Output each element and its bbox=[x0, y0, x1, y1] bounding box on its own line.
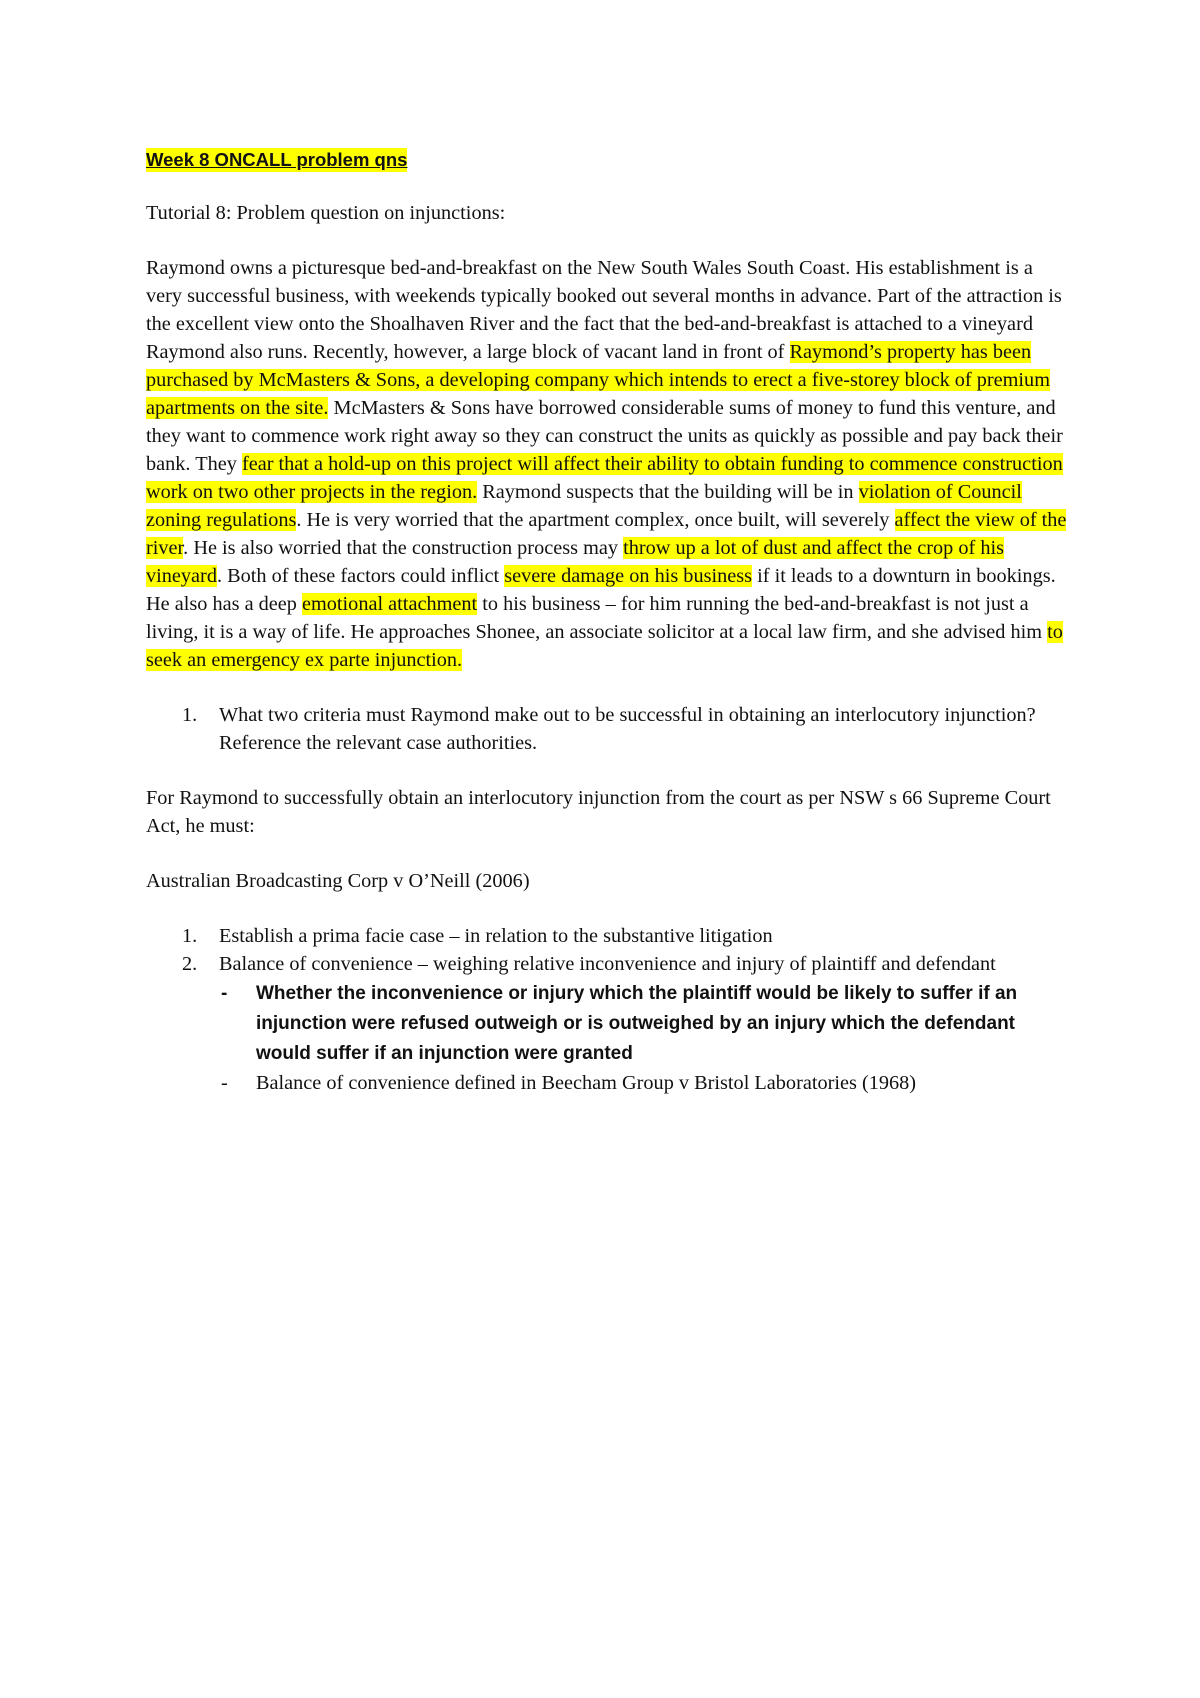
sub-point-text: Balance of convenience defined in Beecham Group v Bristol Laboratories (1968) bbox=[256, 1072, 917, 1094]
criteria-list bbox=[146, 922, 1071, 1097]
scenario-text: Raymond owns a picturesque bed-and-breakfast on the New South Wales South Coast. His establishment is a very successful business, with weekends typically booked out several months in advance. Part of the attraction is the excellent view onto the Shoalhaven River and the fact that the bed-and-breakfast is attached to a vineyard Raymond also runs. Recently, however, a large block of vacant land in front of bbox=[146, 257, 1062, 363]
scenario-text: . He is also worried that the construction process may bbox=[183, 537, 624, 559]
scenario-text: . Both of these factors could inflict bbox=[216, 565, 505, 587]
answer-intro: For Raymond to successfully obtain an interlocutory injunction from the court as per NSW s 66 Supreme Court Act, he must: bbox=[146, 787, 1051, 837]
scenario-text: Raymond suspects that the building will be in bbox=[477, 481, 859, 503]
sub-point-dash: - bbox=[221, 983, 228, 1004]
criteria-item bbox=[146, 922, 1071, 950]
criteria-number: 1. bbox=[182, 925, 198, 947]
sub-point-item bbox=[146, 979, 1071, 1069]
document-title: Week 8 ONCALL problem qns bbox=[146, 149, 408, 170]
question-list bbox=[146, 701, 1071, 757]
scenario-text: if it leads to a downturn in bookings. He also has a deep bbox=[146, 565, 1056, 615]
criteria-text: Balance of convenience – weighing relative inconvenience and injury of plaintiff and defendant bbox=[219, 953, 996, 975]
criteria-text: Establish a prima facie case – in relation to the substantive litigation bbox=[219, 925, 773, 947]
question-number: 1. bbox=[182, 704, 198, 726]
highlighted-text: to seek an emergency ex parte injunction. bbox=[146, 621, 1063, 671]
sub-point-item bbox=[146, 1069, 1071, 1097]
scenario-paragraph bbox=[146, 254, 1071, 674]
sub-point-dash: - bbox=[221, 1072, 228, 1094]
scenario-text: to his business – for him running the bed-and-breakfast is not just a living, it is a way of life. He approaches Shonee, an associate solicitor at a local law firm, and she advised him bbox=[146, 593, 1048, 643]
document-body bbox=[146, 146, 1071, 1097]
scenario-text: McMasters & Sons have borrowed considerable sums of money to fund this venture, and they want to commence work right away so they can construct the units as quickly as possible and pay back their bank. They bbox=[146, 397, 1063, 475]
highlighted-text: severe damage on his business bbox=[504, 565, 753, 587]
highlighted-text: Raymond’s property has been purchased by McMasters & Sons, a developing company which intends to erect a five-storey block of premium apartments on the site. bbox=[146, 341, 1050, 419]
criteria-number: 2. bbox=[182, 953, 198, 975]
sub-point-text: Whether the inconvenience or injury which the plaintiff would be likely to suffer if an injunction were refused outweigh or is outweighed by an injury which the defendant would suffer if an injunction were granted bbox=[256, 983, 1018, 1064]
case-reference: Australian Broadcasting Corp v O’Neill (2006) bbox=[146, 870, 530, 892]
question-item bbox=[146, 701, 1071, 757]
highlighted-text: violation of Council zoning regulations bbox=[146, 481, 1022, 531]
highlighted-text: emotional attachment bbox=[302, 593, 478, 615]
question-text: What two criteria must Raymond make out to be successful in obtaining an interlocutory injunction? Reference the relevant case authorities. bbox=[219, 704, 1036, 754]
highlighted-text: affect the view of the river bbox=[146, 509, 1067, 559]
tutorial-heading: Tutorial 8: Problem question on injunctions: bbox=[146, 202, 506, 224]
highlighted-text: fear that a hold-up on this project will affect their ability to obtain funding to commence construction work on two other projects in the region. bbox=[146, 453, 1063, 503]
document-title-row bbox=[146, 146, 1071, 174]
highlighted-text: throw up a lot of dust and affect the crop of his vineyard bbox=[146, 537, 1004, 587]
scenario-text: . He is very worried that the apartment complex, once built, will severely bbox=[296, 509, 895, 531]
criteria-item bbox=[146, 950, 1071, 978]
